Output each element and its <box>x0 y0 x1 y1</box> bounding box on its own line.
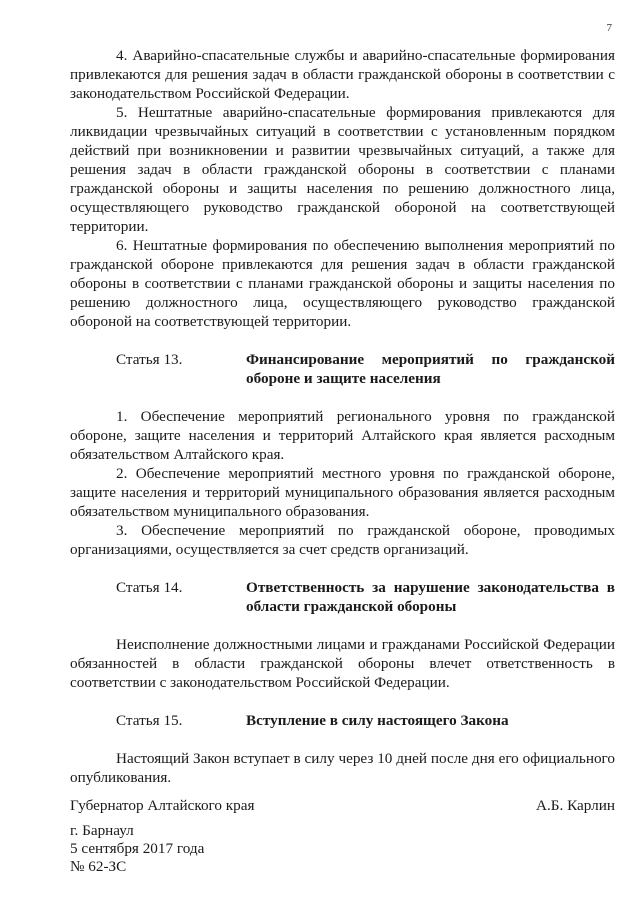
article-14-heading <box>70 578 615 616</box>
paragraph-4: 4. Аварийно-спасательные службы и аварийно-спасательные формирования привлекаются для решения задач в области гражданской обороны в соответствии с законодательством Российской Федерации. <box>70 47 615 102</box>
signatory-position: Губернатор Алтайского края <box>70 797 255 814</box>
article-number: Статья 14. <box>116 579 183 596</box>
signatory-name: А.Б. Карлин <box>536 797 615 814</box>
article-13-paragraph-2: 2. Обеспечение мероприятий местного уровня по гражданской обороне, защите населения и территорий муниципального образования является расходным обязательством муниципального образования. <box>70 465 615 520</box>
article-number: Статья 13. <box>116 351 183 368</box>
place-date-block <box>70 822 615 876</box>
law-number: № 62-ЗС <box>70 858 127 875</box>
article-15-paragraph-1: Настоящий Закон вступает в силу через 10 дней после дня его официального опубликования. <box>70 750 615 786</box>
article-13-paragraph-3: 3. Обеспечение мероприятий по гражданской обороне, проводимых организациями, осуществляется за счет средств организаций. <box>70 522 615 558</box>
article-13-paragraph-1: 1. Обеспечение мероприятий регионального уровня по гражданской обороне, защите населения и территорий Алтайского края является расходным обязательством Алтайского края. <box>70 408 615 463</box>
article-number: Статья 15. <box>116 712 183 729</box>
paragraph-6: 6. Нештатные формирования по обеспечению выполнения мероприятий по гражданской обороне привлекаются для решения задач в области гражданской обороны в соответствии с планами гражданской обороны и защиты населения по решению должностного лица, осуществляющего руководство гражданской обороной на соответствующей территории. <box>70 237 615 330</box>
article-title: Финансирование мероприятий по гражданской обороне и защите населения <box>246 351 615 387</box>
article-title: Вступление в силу настоящего Закона <box>246 712 509 729</box>
article-14-paragraph-1: Неисполнение должностными лицами и гражданами Российской Федерации обязанностей в области гражданской обороны влечет ответственность в соответствии с законодательством Российской Федерации. <box>70 636 615 691</box>
article-13-heading <box>70 350 615 388</box>
paragraph-5: 5. Нештатные аварийно-спасательные формирования привлекаются для ликвидации чрезвычайных ситуаций в соответствии с установленным порядком действий при возникновении и развитии чрезвычайных ситуаций, а также для решения задач в области гражданской обороны в соответствии с планами гражданской обороны и защиты населения по решению должностного лица, осуществляющего руководство гражданской обороной на соответствующей территории. <box>70 104 615 235</box>
date: 5 сентября 2017 года <box>70 840 205 857</box>
signature-block <box>70 796 615 815</box>
article-title: Ответственность за нарушение законодательства в области гражданской обороны <box>246 579 615 615</box>
document-body <box>70 46 615 787</box>
article-15-heading <box>70 711 615 730</box>
city: г. Барнаул <box>70 822 134 839</box>
page-number: 7 <box>606 22 612 34</box>
